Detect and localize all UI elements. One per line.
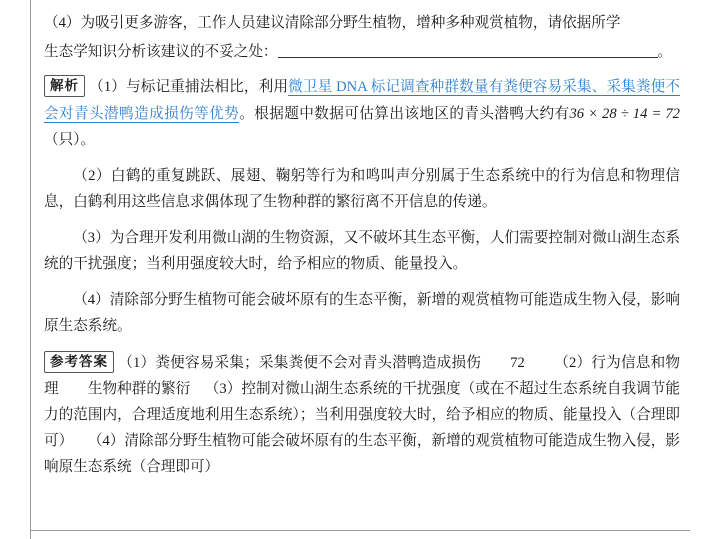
analysis-p1-highlight: 微卫星 DNA 标记调查种群数量有粪便容易采集、采集粪便不会对青头潜鸭造成损伤等优势 (44, 79, 680, 122)
question-4-block (44, 10, 680, 65)
analysis-paragraph-1 (44, 74, 680, 154)
reference-answer-part-3: （3）控制对微山湖生态系统的干扰强度（或在不超过生态系统自我调节能力的范围内，合理适度地利用生态系统）；当利用强度较大时，给予相应的物质、能量投入（合理即可） (44, 380, 680, 449)
question-4-line-2-text: 生态学知识分析该建议的不妥之处： (44, 43, 278, 60)
reference-answer-paragraph (44, 350, 680, 480)
analysis-paragraph-2: （2）白鹤的重复跳跃、展翅、鞠躬等行为和鸣叫声分别属于生态系统中的行为信息和物理信息，白鹤利用这些信息求偶体现了生物种群的繁衍离不开信息的传递。 (44, 167, 680, 210)
analysis-p1-pre: （1）与标记重捕法相比，利用 (89, 79, 289, 95)
page-left-rule (30, 0, 31, 539)
analysis-label-badge: 解析 (44, 75, 85, 97)
reference-answer-number: 72 (510, 354, 525, 371)
analysis-paragraph-3-block (44, 225, 680, 278)
question-4-line-1: （4）为吸引更多游客，工作人员建议清除部分野生植物，增种多种观赏植物，请依据所学 (44, 15, 621, 31)
reference-answer-section (44, 350, 680, 480)
analysis-p1-formula: 36 × 28 ÷ 14 = 72 (569, 105, 680, 122)
reference-answer-part-2b: 生物种群的繁衍 (87, 380, 191, 397)
page-bottom-rule (30, 530, 690, 531)
analysis-paragraph-2-block (44, 163, 680, 216)
question-4-line-2 (44, 39, 680, 66)
reference-answer-part-2: （2）行为信息和物理 (44, 354, 680, 397)
analysis-p1-post: 。根据题中数据可估算出该地区的青头潜鸭大约有 (239, 105, 570, 122)
analysis-paragraph-4-block (44, 287, 680, 340)
reference-answer-part-4: （4）清除部分野生植物可能会破坏原有的生态平衡，新增的观赏植物可能造成生物入侵，影响原生态系统（合理即可） (44, 432, 680, 475)
analysis-paragraph-3: （3）为合理开发利用微山湖的生物资源，又不破坏其生态平衡，人们需要控制对微山湖生态系统的干扰强度；当利用强度较大时，给予相应的物质、能量投入。 (44, 229, 680, 272)
reference-answer-part-1: （1）粪便容易采集；采集粪便不会对青头潜鸭造成损伤 (118, 354, 482, 371)
analysis-p1-end: 。 (80, 132, 96, 148)
analysis-paragraph-4: （4）清除部分野生植物可能会破坏原有的生态平衡，新增的观赏植物可能造成生物入侵，影响原生态系统。 (44, 291, 680, 334)
analysis-p1-formula-unit: （只） (44, 132, 81, 148)
reference-answer-label-badge: 参考答案 (44, 351, 114, 373)
answer-blank (278, 43, 658, 58)
question-4-period: 。 (657, 43, 673, 60)
analysis-section (44, 74, 680, 154)
